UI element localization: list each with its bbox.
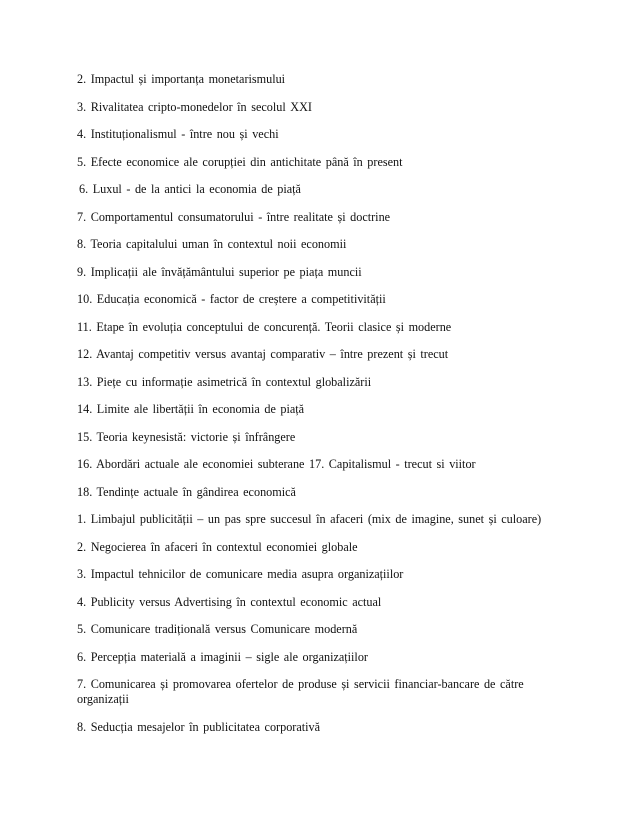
list-item: 1. Limbajul publicității – un pas spre succesul în afaceri (mix de imagine, sunet și culoare) xyxy=(77,512,542,526)
list-item: 14. Limite ale libertății în economia de piață xyxy=(77,402,305,416)
list-item: 3. Rivalitatea cripto-monedelor în secolul XXI xyxy=(77,99,312,114)
list-item: 6. Luxul - de la antici la economia de piață xyxy=(79,182,301,196)
list-item: 8. Teoria capitalului uman în contextul noii economii xyxy=(77,237,347,251)
list-item: 2. Impactul și importanța monetarismului xyxy=(77,72,286,86)
topic-list xyxy=(77,72,557,747)
list-item: 5. Efecte economice ale corupției din antichitate până în present xyxy=(77,154,403,169)
list-item: 18. Tendințe actuale în gândirea economică xyxy=(77,484,296,499)
list-item: 10. Educația economică - factor de creștere a competitivității xyxy=(77,292,386,306)
list-item: 3. Impactul tehnicilor de comunicare media asupra organizațiilor xyxy=(77,567,404,581)
list-item: 4. Instituționalismul - între nou și vechi xyxy=(77,127,279,141)
list-item: 12. Avantaj competitiv versus avantaj comparativ – între prezent și trecut xyxy=(77,347,449,361)
list-item: 9. Implicații ale învățământului superior pe piața muncii xyxy=(77,264,362,279)
list-item: 4. Publicity versus Advertising în contextul economic actual xyxy=(77,594,382,609)
list-item: 13. Piețe cu informație asimetrică în contextul globalizării xyxy=(77,374,372,389)
list-item: 5. Comunicare tradițională versus Comunicare modernă xyxy=(77,622,358,636)
list-item: 7. Comunicarea și promovarea ofertelor de produse și servicii financiar-bancare de către organizații xyxy=(77,677,524,706)
list-item: 6. Percepția materială a imaginii – sigle ale organizațiilor xyxy=(77,649,368,664)
list-item: 2. Negocierea în afaceri în contextul economiei globale xyxy=(77,539,358,554)
list-item: 8. Seducția mesajelor în publicitatea corporativă xyxy=(77,719,321,734)
list-item: 15. Teoria keynesistă: victorie și înfrângere xyxy=(77,429,296,444)
list-item: 16. Abordări actuale ale economiei subterane 17. Capitalismul - trecut si viitor xyxy=(77,457,476,471)
list-item: 11. Etape în evoluția conceptului de concurență. Teorii clasice și moderne xyxy=(77,319,452,334)
list-item: 7. Comportamentul consumatorului - între realitate și doctrine xyxy=(77,209,391,224)
